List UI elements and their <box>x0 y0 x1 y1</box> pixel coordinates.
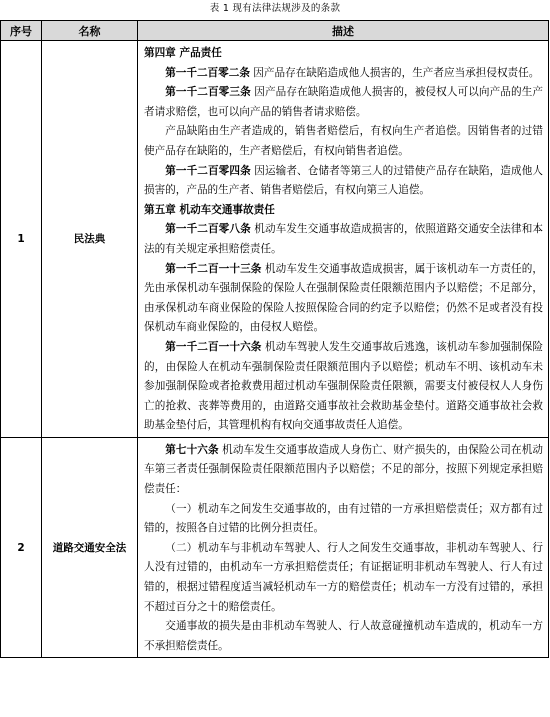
article-number: 第一千二百零三条 <box>165 86 251 99</box>
clause-paragraph: （一）机动车之间发生交通事故的，由有过错的一方承担赔偿责任；双方都有过错的，按照各自过错的比例分担责任。 <box>144 502 543 535</box>
chapter-heading: 第四章 产品责任 <box>144 47 222 59</box>
article-paragraph <box>144 83 543 122</box>
article-paragraph <box>144 260 543 338</box>
table-caption: 表 1 现有法律法规涉及的条款 <box>209 3 341 14</box>
article-paragraph <box>144 441 543 500</box>
table-row <box>1 41 549 438</box>
table-body <box>1 41 549 658</box>
clause-paragraph: （二）机动车与非机动车驾驶人、行人之间发生交通事故，非机动车驾驶人、行人没有过错的，由机动车一方承担赔偿责任；有证据证明非机动车驾驶人、行人有过错的，根据过错程度适当减轻机动车一方的赔偿责任；机动车一方没有过错的，承担不超过百分之十的赔偿责任。 <box>144 541 543 613</box>
row-law-name: 民法典 <box>42 41 138 438</box>
article-paragraph <box>144 338 543 436</box>
header-index: 序号 <box>1 21 42 41</box>
article-text: 机动车发生交通事故造成人身伤亡、财产损失的，由保险公司在机动车第三者责任强制保险责任限额范围内予以赔偿；不足的部分，按照下列规定承担赔偿责任： <box>144 443 543 496</box>
article-number: 第一千二百零二条 <box>165 66 250 79</box>
article-text: 机动车发生交通事故造成损害的，依照道路交通安全法律和本法的有关规定承担赔偿责任。 <box>144 223 543 255</box>
article-text: 因运输者、仓储者等第三人的过错使产品存在缺陷，造成他人损害的，产品的生产者、销售者赔偿后，有权向第三人追偿。 <box>144 164 543 197</box>
row-index: 1 <box>1 41 42 438</box>
article-text: 因产品存在缺陷造成他人损害的，被侵权人可以向产品的生产者请求赔偿，也可以向产品的销售者请求赔偿。 <box>144 86 543 118</box>
article-paragraph <box>144 162 543 201</box>
row-description <box>138 437 549 658</box>
article-text: 因产品存在缺陷造成他人损害的，生产者应当承担侵权责任。 <box>249 66 540 79</box>
chapter-heading: 第五章 机动车交通事故责任 <box>144 203 275 216</box>
row-index: 2 <box>1 437 42 658</box>
article-text: 机动车驾驶人发生交通事故后逃逸，该机动车参加强制保险的，由保险人在机动车强制保险责任限额范围内予以赔偿；机动车不明、该机动车未参加强制保险或者抢救费用超过机动车强制保险责任限额，需要支付被侵权人人身伤亡的抢救、丧葬等费用的，由道路交通事故社会救助基金垫付。道路交通事故社会救助基金垫付后，其管理机构有权向交通事故责任人追偿。 <box>144 340 544 432</box>
clause-paragraph: 产品缺陷由生产者造成的，销售者赔偿后，有权向生产者追偿。因销售者的过错使产品存在缺陷的，生产者赔偿后，有权向销售者追偿。 <box>144 125 543 157</box>
article-number: 第七十六条 <box>165 443 219 456</box>
article-paragraph <box>144 220 543 259</box>
article-number: 第一千二百零四条 <box>165 164 251 177</box>
table-header-row <box>1 21 549 41</box>
article-number: 第一千二百一十六条 <box>165 340 262 353</box>
row-description <box>138 41 549 438</box>
article-paragraph <box>144 64 543 84</box>
row-law-name: 道路交通安全法 <box>42 437 138 658</box>
article-number: 第一千二百零八条 <box>165 223 251 236</box>
header-name: 名称 <box>42 21 138 41</box>
table-row <box>1 437 549 658</box>
clause-paragraph: 交通事故的损失是由非机动车驾驶人、行人故意碰撞机动车造成的，机动车一方不承担赔偿责任。 <box>144 620 543 652</box>
regulations-table <box>0 20 549 658</box>
article-text: 机动车发生交通事故造成损害，属于该机动车一方责任的，先由承保机动车强制保险的保险人在强制保险责任限额范围内予以赔偿；不足部分，由承保机动车商业保险的保险人按照保险合同的约定予以赔偿；仍然不足或者没有投保机动车商业保险的，由侵权人赔偿。 <box>144 262 544 334</box>
article-number: 第一千二百一十三条 <box>165 262 262 275</box>
header-description: 描述 <box>138 21 549 41</box>
